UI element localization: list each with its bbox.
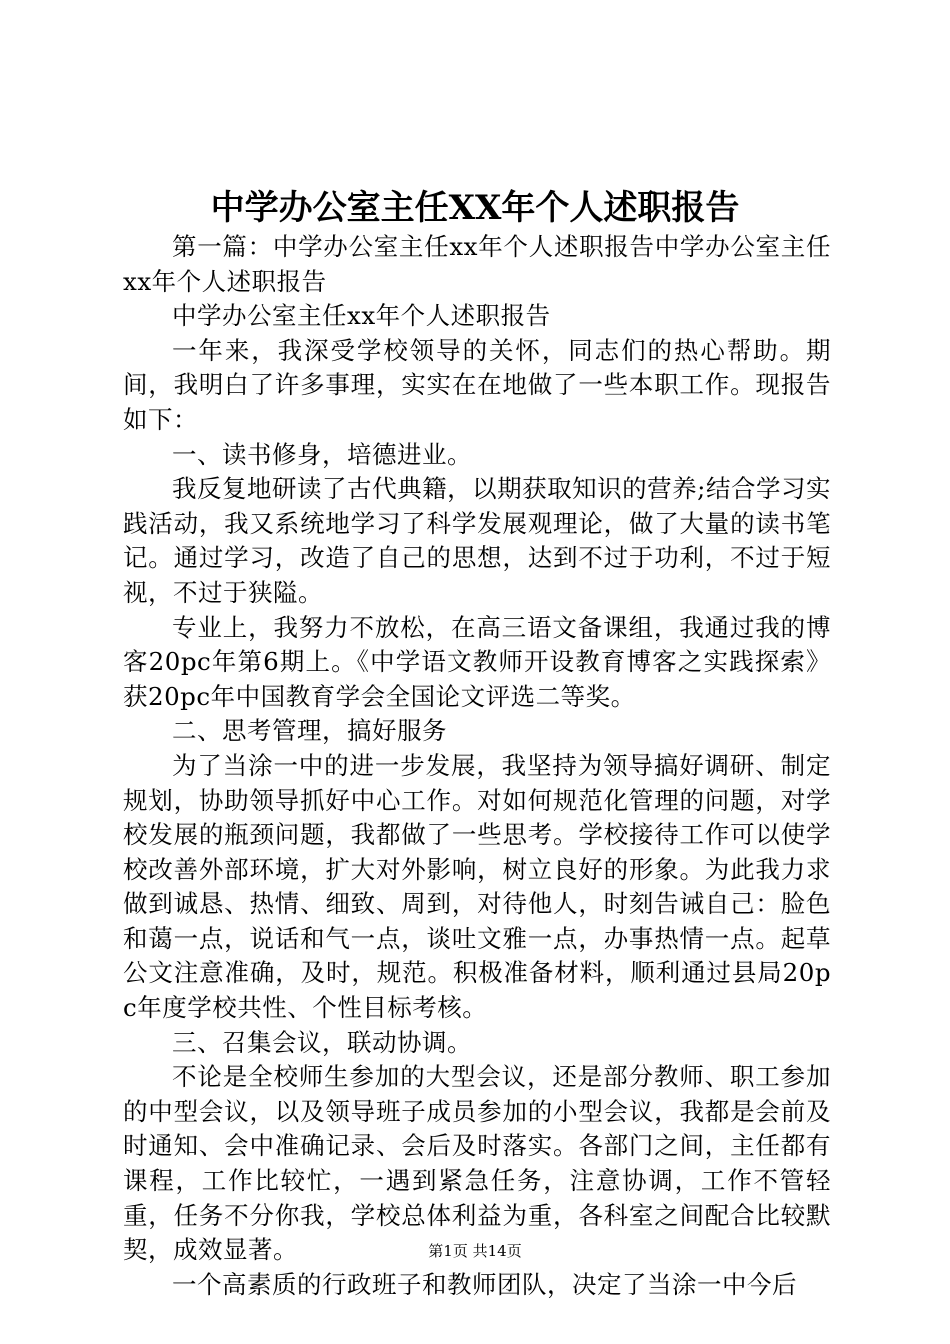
document-body [123,230,831,1302]
section-heading: 二、思考管理，搞好服务 [172,716,447,746]
document-title: 中学办公室主任XX年个人述职报告 [210,188,740,228]
paragraph: 第一篇：中学办公室主任xx年个人述职报告中学办公室主任xx年个人述职报告 [123,232,831,296]
paragraph: 专业上，我努力不放松，在高三语文备课组，我通过我的博客20pc年第6期上。《中学语文教师开设教育博客之实践探索》获20pc年中国教育学会全国论文评选二等奖。 [123,612,831,711]
section-heading: 一、读书修身，培德进业。 [172,439,472,469]
page-footer: 第1页 共14页 [428,1242,522,1260]
section-heading: 三、召集会议，联动协调。 [172,1027,472,1057]
paragraph: 一个高素质的行政班子和教师团队，决定了当涂一中今后 [172,1269,797,1299]
paragraph: 中学办公室主任xx年个人述职报告 [172,301,551,331]
paragraph: 我反复地研读了古代典籍，以期获取知识的营养;结合学习实践活动，我又系统地学习了科学发展观理论，做了大量的读书笔记。通过学习，改造了自己的思想，达到不过于功利，不过于短视，不过于狭隘。 [123,474,831,607]
paragraph: 为了当涂一中的进一步发展，我坚持为领导搞好调研、制定规划，协助领导抓好中心工作。对如何规范化管理的问题，对学校发展的瓶颈问题，我都做了一些思考。学校接待工作可以使学校改善外部环境，扩大对外影响，树立良好的形象。为此我力求做到诚恳、热情、细致、周到，对待他人，时刻告诫自己：脸色和蔼一点，说话和气一点，谈吐文雅一点，办事热情一点。起草公文注意准确，及时，规范。积极准备材料，顺利通过县局20pc年度学校共性、个性目标考核。 [123,750,831,1023]
paragraph: 不论是全校师生参加的大型会议，还是部分教师、职工参加的中型会议，以及领导班子成员参加的小型会议，我都是会前及时通知、会中准确记录、会后及时落实。各部门之间，主任都有课程，工作比较忙，一遇到紧急任务，注意协调，工作不管轻重，任务不分你我，学校总体利益为重，各科室之间配合比较默契，成效显著。 [123,1062,831,1265]
paragraph: 一年来，我深受学校领导的关怀，同志们的热心帮助。期间，我明白了许多事理，实实在在地做了一些本职工作。现报告如下： [123,335,831,434]
